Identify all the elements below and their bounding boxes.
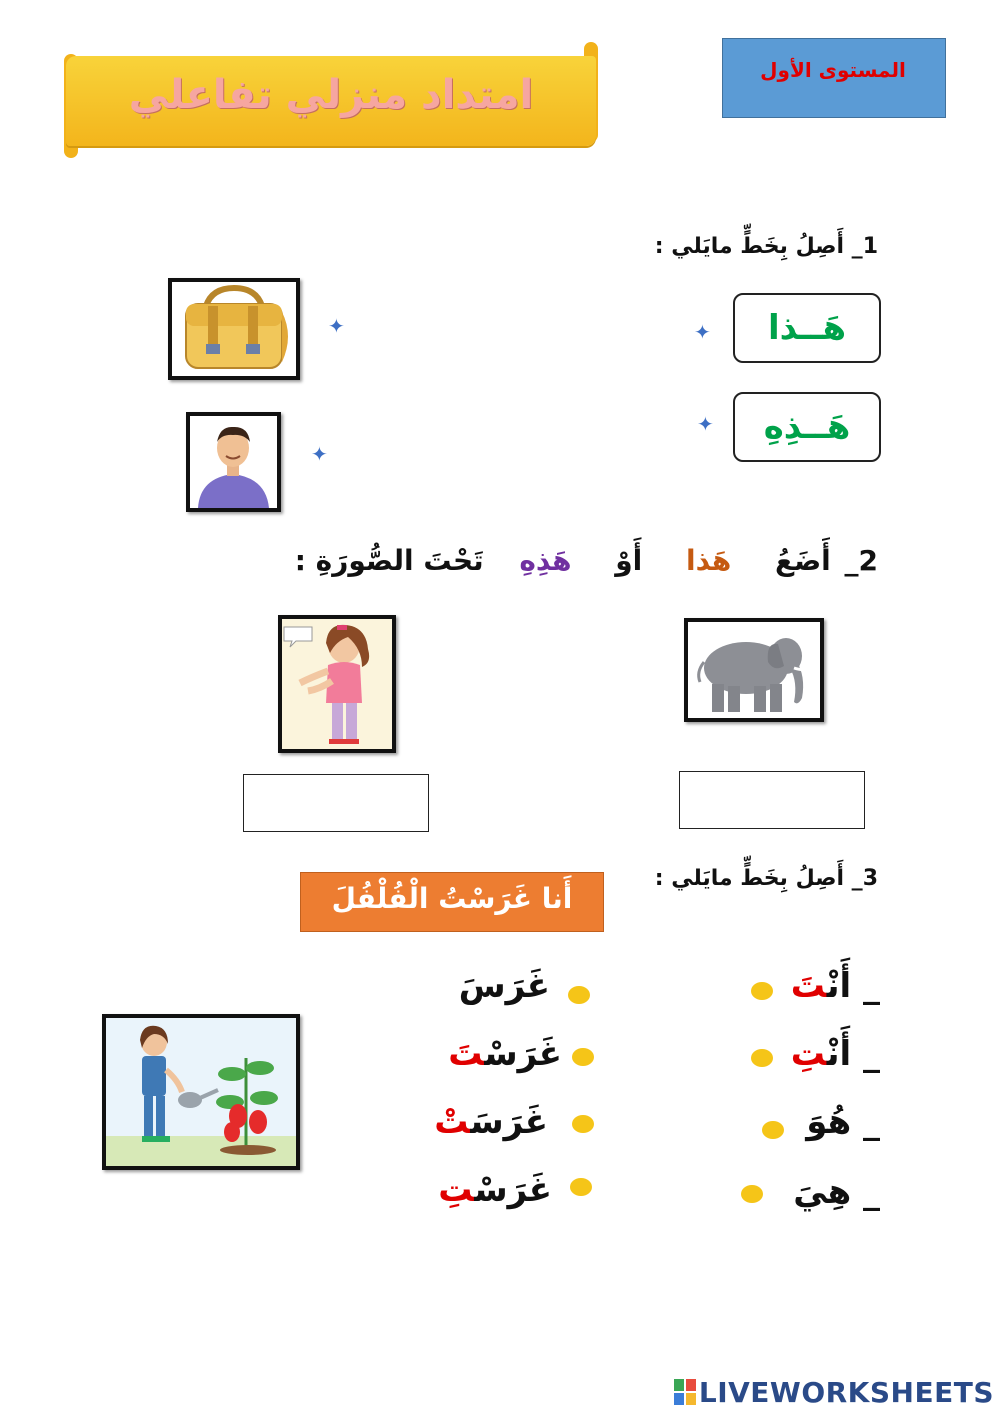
match-point-star[interactable]: ✦ — [311, 442, 328, 466]
word-box-hatha[interactable] — [733, 293, 881, 363]
match-point-star[interactable]: ✦ — [328, 314, 345, 338]
pronoun-hiya: _ هِيَ — [793, 1172, 880, 1212]
girl-planting-picture — [102, 1014, 300, 1170]
q2-word-aw: أَوْ — [615, 544, 643, 577]
q2-verb: أَضَعُ — [774, 544, 831, 577]
match-point-star[interactable]: ✦ — [694, 320, 711, 344]
q2-number: 2_ — [844, 544, 878, 577]
q2-instruction — [295, 544, 878, 577]
match-point-star[interactable]: ✦ — [697, 412, 714, 436]
match-dot[interactable] — [751, 1049, 773, 1067]
pronoun-huwa: _ هُوَ — [806, 1102, 880, 1142]
liveworksheets-logo[interactable] — [674, 1376, 994, 1409]
pronoun-anti: _ أَنْتِ — [790, 1034, 880, 1074]
elephant-icon — [688, 622, 820, 718]
match-dot[interactable] — [572, 1048, 594, 1066]
sentence-text: أَنا غَرَسْتُ الْفُلْفُلَ — [331, 882, 573, 915]
verb-gharasa: غَرَسَ — [458, 966, 550, 1006]
q2-word-hathihi: هَذِهِ — [519, 544, 572, 577]
school-bag-picture — [168, 278, 300, 380]
match-dot[interactable] — [568, 986, 590, 1004]
verb-gharasti: غَرَسْتِ — [438, 1170, 552, 1210]
man-picture — [186, 412, 281, 512]
answer-box-girl[interactable] — [243, 774, 429, 832]
q3-instruction: 3_ أَصِلُ بِخَطٍّ مايَلي : — [654, 866, 878, 891]
q2-tail: تَحْتَ الصُّورَةِ : — [294, 544, 484, 577]
match-dot[interactable] — [762, 1121, 784, 1139]
match-dot[interactable] — [741, 1185, 763, 1203]
school-bag-icon — [172, 282, 296, 376]
girl-icon — [282, 619, 392, 749]
page-title: امتداد منزلي تفاعلي — [128, 72, 534, 118]
match-dot[interactable] — [570, 1178, 592, 1196]
man-icon — [190, 416, 277, 508]
q1-instruction: 1_ أَصِلُ بِخَطٍّ مايَلي : — [654, 234, 878, 259]
match-dot[interactable] — [751, 982, 773, 1000]
word-box-hathihi[interactable] — [733, 392, 881, 462]
match-dot[interactable] — [572, 1115, 594, 1133]
level-label: المستوى الأول — [760, 58, 906, 82]
q2-word-hatha: هَذا — [686, 544, 732, 577]
elephant-picture — [684, 618, 824, 722]
liveworksheets-logo-icon — [674, 1379, 696, 1405]
girl-planting-icon — [106, 1018, 296, 1166]
pronoun-anta: _ أَنْتَ — [790, 966, 880, 1006]
brand-name: LIVEWORKSHEETS — [698, 1376, 994, 1409]
verb-gharasat: غَرَسَتْ — [434, 1102, 548, 1142]
word-hatha: هَــذا — [767, 308, 847, 348]
answer-box-elephant[interactable] — [679, 771, 865, 829]
girl-picture — [278, 615, 396, 753]
word-hathihi: هَــذِهِ — [763, 407, 851, 447]
verb-gharasta: غَرَسْتَ — [448, 1034, 562, 1074]
